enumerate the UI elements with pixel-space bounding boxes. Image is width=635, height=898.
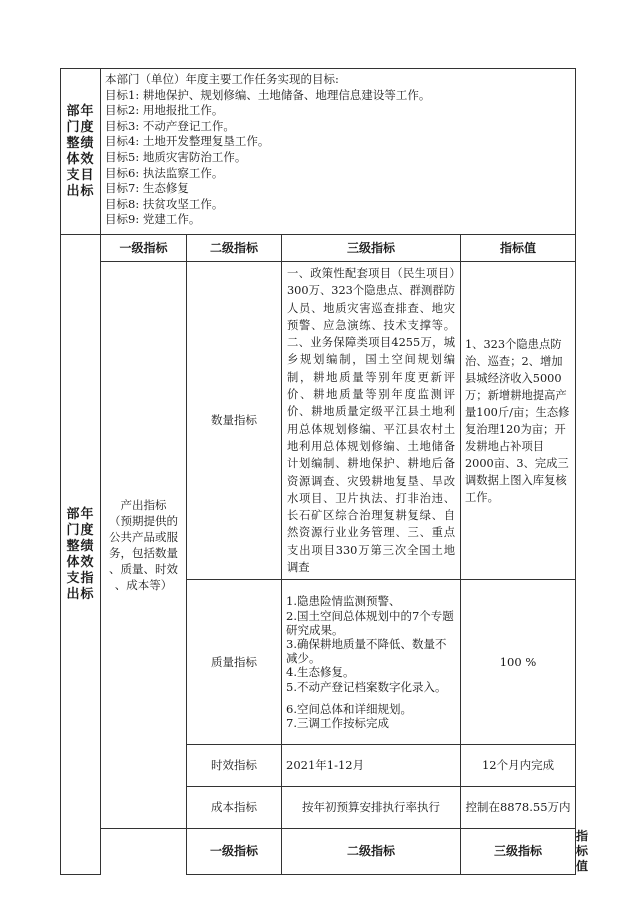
timeliness-value: 12个月内完成	[461, 745, 576, 787]
header-value: 指标值	[461, 235, 576, 262]
quality-item: 7.三调工作按标完成	[286, 716, 389, 731]
goal-item: 目标1: 耕地保护、规划修编、土地储备、地理信息建设等工作。	[105, 87, 431, 102]
header-level1: 一级指标	[101, 235, 187, 262]
timeliness-level3-text: 2021年1-12月	[282, 745, 461, 787]
cost-indicator-name: 成本指标	[187, 787, 282, 829]
cost-value: 控制在8878.55万内	[461, 787, 576, 829]
goal-item: 目标5: 地质灾害防治工作。	[105, 149, 247, 164]
cost-level3-text: 按年初预算安排执行率执行	[282, 787, 461, 829]
header-level2: 二级指标	[187, 235, 282, 262]
quality-item: 3.确保耕地质量不降低、数量不减少。	[286, 637, 447, 666]
quality-level3-list	[282, 580, 461, 745]
quality-indicator-name: 质量指标	[187, 580, 282, 745]
quantity-value: 1、323个隐患点防治、巡查；2、增加县城经济收入5000万；新增耕地提高产量100斤/亩；生态修复治理120为亩；开发耕地占补项目2000亩、3、完成三调数据上图入库复核工作。	[461, 262, 576, 580]
performance-table	[60, 68, 589, 875]
footer-header-level1: 一级指标	[187, 829, 282, 875]
performance-document	[60, 68, 589, 875]
footer-side-cell	[101, 829, 187, 875]
goals-row	[61, 69, 576, 235]
quantity-indicator-name: 数量指标	[187, 262, 282, 580]
quality-item: 5.不动产登记档案数字化录入。	[286, 679, 447, 694]
footer-header-row: 一级指标 二级指标 三级指标 指标值	[61, 829, 576, 875]
footer-header-level3: 三级指标	[461, 829, 576, 875]
footer-header-level2: 二级指标	[282, 829, 461, 875]
header-level3: 三级指标	[282, 235, 461, 262]
quantity-level3-text: 一、政策性配套项目（民生项目）300万、323个隐患点、群测群防人员、地质灾害巡查排查、地灾预警、应急演练、技术支撑等。二、业务保障类项目4255万，城乡规划编制，国土空间规划编制，耕地质量等别年度更新评价、耕地质量等别年度监测评价、耕地质量定级平江县土地利用总体规划修编、平江县农村土地利用总体规划修编、土地储备计划编制、耕地保护、耕地后备资源调查、灾毁耕地复垦、旱改水项目、卫片执法、打非治违、长石矿区综合治理复耕复绿、自然资源行业业务管理、三、重点支出项目330万第三次全国土地调查	[282, 262, 461, 580]
goal-item: 目标9: 党建工作。	[105, 212, 201, 227]
quality-value: 100 %	[461, 580, 576, 745]
quality-item: 4.生态修复。	[286, 665, 355, 680]
goal-item: 目标7: 生态修复	[105, 181, 189, 196]
quality-item: 2.国土空间总体规划中的7个专题研究成果。	[286, 608, 454, 637]
goal-item: 目标4: 土地开发整理复垦工作。	[105, 134, 270, 149]
quantity-row	[61, 262, 576, 580]
goal-item: 目标8: 扶贫攻坚工作。	[105, 196, 224, 211]
goal-item: 目标6: 执法监察工作。	[105, 165, 224, 180]
goals-side-label: 部年 门度 整绩 体效 支目 出标	[61, 69, 101, 235]
goal-item: 目标2: 用地报批工作。	[105, 103, 224, 118]
goals-list	[101, 69, 576, 235]
goals-intro: 本部门（单位）年度主要工作任务实现的目标:	[105, 72, 339, 86]
indicators-side-label: 部年 门度 整绩 体效 支指 出标	[61, 235, 101, 875]
quality-item: 1.隐患险情监测预警、	[286, 594, 401, 609]
indicator-header-row	[61, 235, 576, 262]
output-indicator-label: 产出指标 （预期提供的 公共产品或服 务，包括数量 、质量、时效 、成本等）	[101, 262, 187, 829]
quality-item: 6.空间总体和详细规划。	[286, 701, 412, 716]
goal-item: 目标3: 不动产登记工作。	[105, 118, 235, 133]
timeliness-indicator-name: 时效指标	[187, 745, 282, 787]
